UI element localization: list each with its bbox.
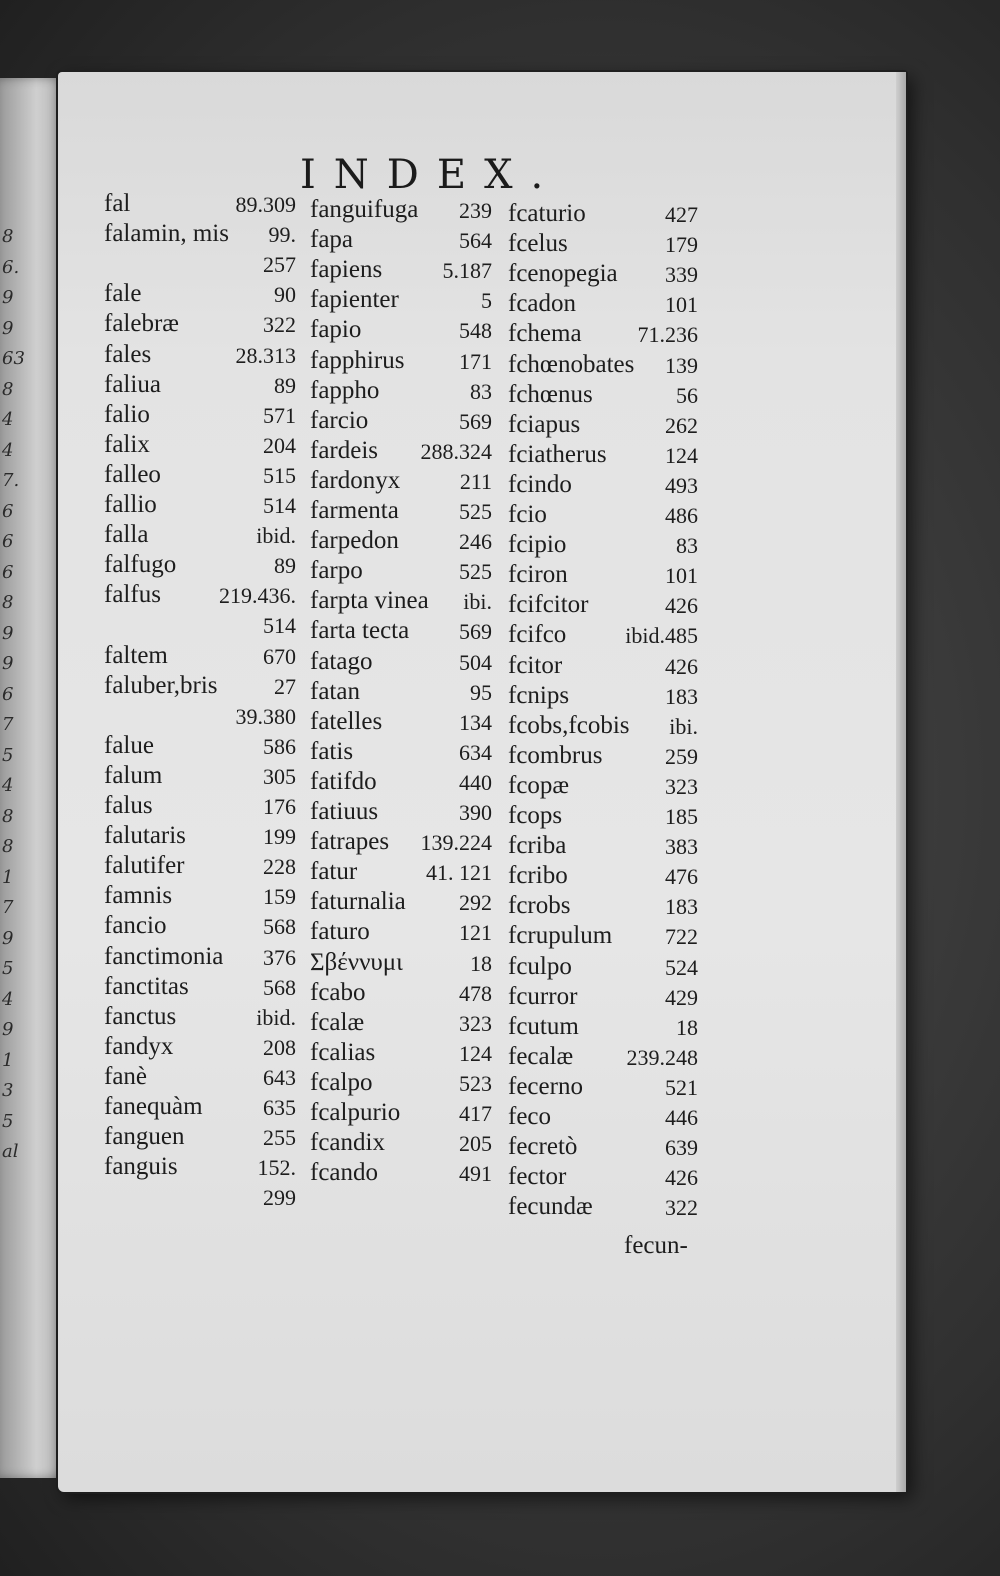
page-title: INDEX. <box>300 152 562 198</box>
index-entry-word: fanctitas <box>104 972 189 1000</box>
index-entry-page-ref: 548 <box>459 318 492 344</box>
index-entry-word: fapphirus <box>310 346 405 374</box>
index-entry-page-ref: 504 <box>459 649 492 675</box>
index-entry-word: fal <box>104 190 131 217</box>
facing-page-fragment: 5 <box>2 1110 14 1132</box>
index-entry-page-ref: 101 <box>665 563 698 589</box>
facing-page-fragment: 6 <box>2 561 14 583</box>
index-entry-word: fapa <box>310 226 354 254</box>
index-entry-word: fcifcitor <box>508 591 589 619</box>
index-entry-page-ref: 255 <box>263 1125 296 1151</box>
index-entry-page-ref: 5 <box>481 288 492 314</box>
index-entry-page-ref: 514 <box>263 613 296 639</box>
index-entry-page-ref: 292 <box>459 890 492 916</box>
index-entry-word: fcutum <box>508 1012 579 1040</box>
index-entry-word: fanè <box>104 1062 148 1090</box>
index-entry-word: fatifdo <box>310 767 377 795</box>
facing-page-fragment: 6 <box>2 500 14 522</box>
index-entry-page-ref: 18 <box>470 950 492 976</box>
index-entry-page-ref: 426 <box>665 653 698 679</box>
index-entry-word: fchœnus <box>508 380 593 408</box>
index-entry-page-ref: 305 <box>263 763 296 789</box>
index-entry-page-ref: 211 <box>459 468 492 494</box>
facing-page-fragment: 3 <box>2 1080 14 1101</box>
index-entry-page-ref: 426 <box>665 593 698 619</box>
index-entry-page-ref: 288.324 <box>420 438 492 464</box>
index-entry-page-ref: 219.436. <box>219 583 296 609</box>
index-entry-page-ref: 476 <box>665 864 698 890</box>
index-entry-page-ref: 56 <box>676 382 698 408</box>
facing-page-fragment: 8 <box>2 836 14 857</box>
facing-page-fragment: 5 <box>2 744 14 766</box>
index-entry-word: famnis <box>104 882 173 910</box>
index-entry-page-ref: 176 <box>263 794 296 819</box>
index-entry-word: fcabo <box>310 978 366 1006</box>
index-entry-page-ref: 121 <box>459 920 492 946</box>
index-entry-word: fallio <box>104 491 157 518</box>
index-entry-page-ref: 89 <box>274 372 296 398</box>
facing-page-fragment: 7. <box>2 470 20 491</box>
index-entry-page-ref: 183 <box>665 894 698 920</box>
index-entry-word: falus <box>104 792 153 819</box>
index-entry-page-ref: 491 <box>459 1161 492 1187</box>
index-entry-page-ref: 670 <box>263 643 296 669</box>
facing-page-fragment: 8 <box>2 592 14 613</box>
index-entry-page-ref: 89.309 <box>235 192 296 217</box>
index-entry-page-ref: 523 <box>459 1070 492 1096</box>
index-entry-page-ref: 569 <box>459 619 492 645</box>
index-entry-word: feco <box>508 1103 552 1130</box>
index-entry-word: fculpo <box>508 952 572 980</box>
index-entry-word: fapienter <box>310 286 399 314</box>
index-entry-word: fatelles <box>310 707 383 735</box>
index-entry-word: falue <box>104 731 154 759</box>
index-entry-word: falutifer <box>104 852 185 880</box>
index-entry-word: fanguifuga <box>310 196 419 223</box>
index-entry-word: fcifco <box>508 621 567 649</box>
index-entry-word: fcaturio <box>508 200 586 227</box>
index-entry-word: fanctimonia <box>104 942 224 970</box>
facing-page-fragment: 4 <box>2 775 14 796</box>
index-entry-page-ref: 639 <box>665 1135 698 1161</box>
index-entry-page-ref: 71.236 <box>637 322 698 348</box>
facing-page-fragment: 1 <box>2 866 14 888</box>
index-entry-page-ref: 722 <box>665 924 698 950</box>
index-entry-page-ref: ibid. <box>256 1004 296 1030</box>
index-entry-page-ref: 417 <box>459 1101 492 1126</box>
facing-page-fragment: 5 <box>2 958 14 979</box>
index-entry-word: falutaris <box>104 822 186 850</box>
index-entry-word: fecundæ <box>508 1193 593 1221</box>
index-entry-word: fecretò <box>508 1133 578 1161</box>
facing-page-fragment: al <box>2 1141 19 1162</box>
index-entry-page-ref: 568 <box>263 974 296 1000</box>
index-entry-page-ref: ibi. <box>463 589 492 615</box>
index-entry-word: falfus <box>104 581 161 609</box>
index-entry-page-ref: 99. <box>268 222 296 248</box>
index-entry-page-ref: 246 <box>459 529 492 555</box>
index-entry-word: fcio <box>508 501 547 528</box>
index-entry-word: fcipio <box>508 531 567 559</box>
index-entry-page-ref: 323 <box>459 1010 492 1036</box>
index-entry-word: fanguen <box>104 1123 185 1151</box>
index-entry-word: fecalæ <box>508 1042 574 1070</box>
index-entry-word: fanguis <box>104 1153 178 1181</box>
index-entry-page-ref: ibid.485 <box>625 623 698 649</box>
facing-page-fragment: 6 <box>2 683 14 705</box>
index-entry-page-ref: 205 <box>459 1131 492 1157</box>
index-entry-page-ref: 28.313 <box>235 342 296 368</box>
index-entry-word: fatan <box>310 677 360 705</box>
facing-page-fragment: 8 <box>2 805 14 827</box>
index-entry-page-ref: 635 <box>263 1095 296 1120</box>
index-entry-page-ref: 159 <box>263 884 296 910</box>
facing-page-edge <box>0 78 66 1478</box>
index-entry-page-ref: 390 <box>459 800 492 825</box>
index-entry-word: fcandix <box>310 1129 385 1157</box>
facing-page-fragment: 6 <box>2 531 14 552</box>
index-entry-page-ref: 478 <box>459 980 492 1006</box>
index-entry-page-ref: 171 <box>459 348 492 374</box>
index-entry-page-ref: 383 <box>665 834 698 860</box>
index-entry-page-ref: 259 <box>665 743 698 769</box>
index-entry-word: fciron <box>508 561 568 589</box>
index-entry-word: fcindo <box>508 470 572 498</box>
index-entry-page-ref: 257 <box>263 252 296 278</box>
index-entry-word: farpo <box>310 557 363 585</box>
index-entry-word: fcrupulum <box>508 922 613 950</box>
index-entry-page-ref: 179 <box>665 232 698 258</box>
index-entry-word: falio <box>104 400 150 428</box>
index-entry-page-ref: 41. 121 <box>426 860 492 886</box>
facing-page-fragment: 9 <box>2 927 14 949</box>
index-entry-page-ref: 262 <box>665 412 698 438</box>
index-entry-page-ref: 204 <box>263 432 296 458</box>
index-entry-page-ref: 83 <box>470 378 492 404</box>
index-entry-word: fardonyx <box>310 466 401 494</box>
index-entry-word: Σβέννυμι <box>310 948 403 976</box>
index-entry-page-ref: ibid. <box>256 523 296 549</box>
index-entry-page-ref: 525 <box>459 499 492 524</box>
index-entry-word: fales <box>104 340 152 368</box>
index-entry-page-ref: 521 <box>665 1074 698 1100</box>
index-entry-page-ref: 18 <box>676 1014 698 1040</box>
index-entry-page-ref: 569 <box>459 408 492 434</box>
index-entry-word: fcadon <box>508 290 577 318</box>
index-entry-word: farmenta <box>310 497 399 524</box>
index-entry-page-ref: 571 <box>263 402 296 428</box>
index-entry-word: farcio <box>310 406 369 434</box>
index-entry-page-ref: 493 <box>665 472 698 498</box>
index-entry-page-ref: 27 <box>274 673 296 699</box>
index-entry-page-ref: 299 <box>263 1185 296 1211</box>
index-entry-word: fcnips <box>508 681 570 709</box>
index-entry-word: fancio <box>104 912 167 940</box>
index-entry-word: faturo <box>310 918 370 946</box>
facing-page-fragment: 9 <box>2 653 14 674</box>
index-entry-page-ref: 183 <box>665 683 698 709</box>
index-entry-page-ref: 239 <box>459 198 492 223</box>
index-entry-word: fapio <box>310 316 362 344</box>
facing-page-fragment: 7 <box>2 897 14 918</box>
index-entry-page-ref: 586 <box>263 733 296 759</box>
index-entry-word: fcombrus <box>508 741 603 769</box>
index-entry-word: falleo <box>104 460 161 488</box>
index-entry-word: falamin, mis <box>104 220 229 248</box>
index-entry-page-ref: 124 <box>459 1040 492 1066</box>
catchword: fecun- <box>624 1232 688 1259</box>
facing-page-fragment: 9 <box>2 622 14 644</box>
index-entry-word: farta tecta <box>310 617 410 645</box>
facing-page-fragment: 7 <box>2 714 14 735</box>
index-entry-page-ref: 440 <box>459 769 492 795</box>
index-entry-word: fcobs,fcobis <box>508 711 630 739</box>
index-entry-page-ref: 139 <box>665 352 698 378</box>
index-entry-word: fapiens <box>310 256 383 284</box>
index-entry-page-ref: 89 <box>274 553 296 579</box>
index-entry-page-ref: 568 <box>263 914 296 940</box>
facing-page-fragment: 4 <box>2 439 14 461</box>
index-entry-page-ref: 322 <box>665 1195 698 1221</box>
index-entry-word: fcalæ <box>310 1008 365 1036</box>
index-entry-word: fardeis <box>310 436 379 464</box>
index-entry-word: falum <box>104 761 163 789</box>
index-entry-word: fector <box>508 1163 567 1191</box>
index-entry-word: fatis <box>310 737 354 765</box>
index-entry-page-ref: 564 <box>459 228 492 254</box>
index-entry-word: fcopæ <box>508 771 570 799</box>
index-entry-page-ref: 376 <box>263 944 296 970</box>
index-entry-page-ref: 643 <box>263 1064 296 1090</box>
index-entry-word: fatrapes <box>310 828 390 856</box>
index-entry-word: fecerno <box>508 1072 583 1100</box>
facing-page-fragment: 4 <box>2 988 14 1010</box>
index-entry-word: fcrobs <box>508 892 571 920</box>
index-entry-page-ref: 525 <box>459 559 492 585</box>
index-entry-page-ref: 95 <box>470 679 492 705</box>
index-entry-page-ref: 239.248 <box>626 1044 698 1070</box>
index-entry-word: fatur <box>310 858 358 886</box>
index-entry-word: faliua <box>104 370 161 398</box>
index-entry-page-ref: 83 <box>676 533 698 559</box>
index-entry-word: fcops <box>508 802 563 829</box>
index-entry-page-ref: 101 <box>665 292 698 318</box>
index-entry-page-ref: 323 <box>665 773 698 799</box>
index-entry-word: fappho <box>310 376 380 404</box>
index-entry-word: fcando <box>310 1159 379 1187</box>
facing-page-fragment: 8 <box>2 378 14 400</box>
index-entry-word: fanequàm <box>104 1093 203 1120</box>
index-entry-word: fcalpurio <box>310 1099 401 1126</box>
index-entry-page-ref: 514 <box>263 493 296 518</box>
index-entry-word: fcurror <box>508 982 578 1010</box>
index-entry-word: falebræ <box>104 310 179 338</box>
index-entry-page-ref: ibi. <box>669 713 698 739</box>
index-entry-page-ref: 152. <box>257 1155 296 1181</box>
index-entry-page-ref: 634 <box>459 739 492 765</box>
index-entry-page-ref: 429 <box>665 984 698 1010</box>
index-entry-page-ref: 486 <box>665 503 698 528</box>
facing-page-fragment: 9 <box>2 317 14 339</box>
index-entry-page-ref: 322 <box>263 312 296 338</box>
facing-page-fragment: 9 <box>2 1019 14 1040</box>
index-entry-page-ref: 524 <box>665 954 698 980</box>
index-entry-page-ref: 426 <box>665 1165 698 1191</box>
index-entry-page-ref: 90 <box>274 282 296 308</box>
index-entry-page-ref: 208 <box>263 1034 296 1060</box>
index-entry-page-ref: 427 <box>665 202 698 227</box>
index-entry-word: farpedon <box>310 527 399 555</box>
index-entry-word: falla <box>104 521 149 549</box>
facing-page-fragment: 1 <box>2 1049 14 1071</box>
facing-page-fragment: 8 <box>2 226 14 247</box>
index-entry-page-ref: 5.187 <box>442 258 492 284</box>
facing-page-fragment: 4 <box>2 409 14 430</box>
facing-page-fragment: 63 <box>2 348 25 369</box>
index-entry-word: fciatherus <box>508 440 607 468</box>
index-entry-word: fcriba <box>508 832 567 860</box>
index-entry-word: fchema <box>508 320 582 348</box>
index-entry-word: farpta vinea <box>310 587 429 615</box>
index-entry-page-ref: 515 <box>263 462 296 488</box>
index-entry-word: fcalias <box>310 1038 376 1066</box>
index-entry-word: fcelus <box>508 230 568 258</box>
index-entry-word: faltem <box>104 641 168 669</box>
index-entry-page-ref: 185 <box>665 804 698 829</box>
index-entry-word: faturnalia <box>310 888 406 916</box>
index-entry-word: faluber,bris <box>104 671 218 699</box>
index-entry-page-ref: 199 <box>263 824 296 850</box>
index-entry-word: fcitor <box>508 651 563 679</box>
index-entry-word: fatiuus <box>310 798 379 825</box>
index-entry-page-ref: 446 <box>665 1105 698 1130</box>
index-entry-page-ref: 228 <box>263 854 296 880</box>
index-entry-word: fciapus <box>508 410 581 438</box>
index-entry-word: fatago <box>310 647 373 675</box>
index-entry-word: falix <box>104 430 150 458</box>
index-entry-word: fcenopegia <box>508 260 618 288</box>
index-entry-word: fandyx <box>104 1032 174 1060</box>
index-entry-page-ref: 39.380 <box>235 703 296 729</box>
facing-page-fragment: 6. <box>2 256 20 278</box>
index-entry-page-ref: 339 <box>665 262 698 288</box>
index-entry-word: falfugo <box>104 551 177 579</box>
index-entry-word: fale <box>104 280 142 308</box>
index-entry-word: fcribo <box>508 862 568 890</box>
index-entry-word: fchœnobates <box>508 350 635 378</box>
index-entry-page-ref: 124 <box>665 442 698 468</box>
index-entry-page-ref: 139.224 <box>420 830 492 856</box>
index-entry-page-ref: 134 <box>459 709 492 735</box>
index-entry-word: fcalpo <box>310 1068 373 1096</box>
facing-page-fragment: 9 <box>2 287 14 308</box>
index-entry-word: fanctus <box>104 1002 177 1030</box>
